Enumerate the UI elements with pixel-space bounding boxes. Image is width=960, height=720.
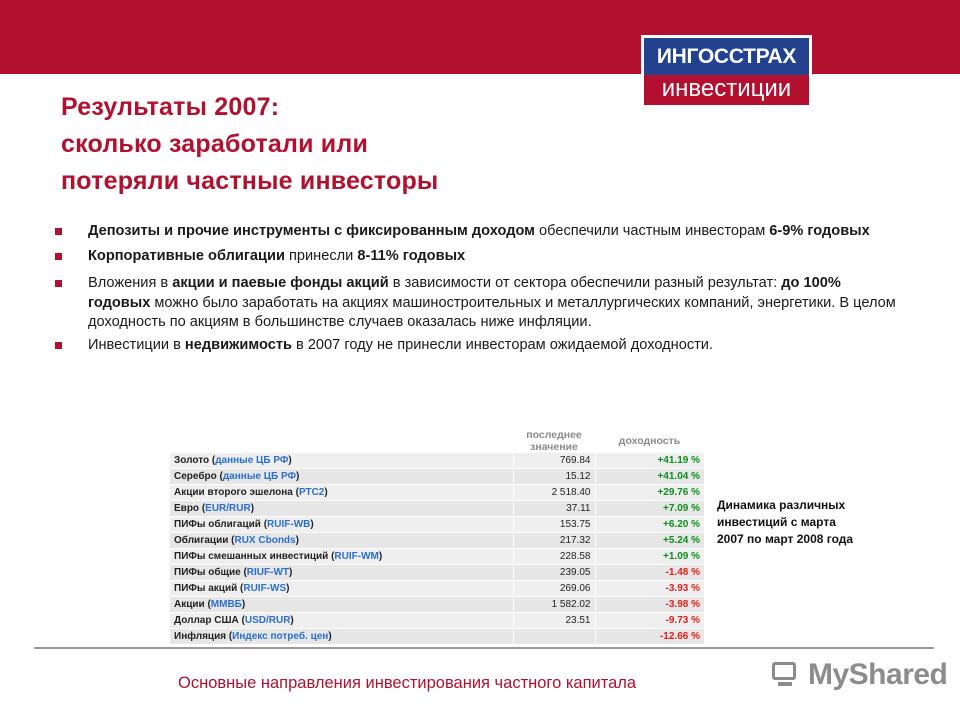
row-return: -3.98 % [595,597,704,613]
title-line2: сколько заработали или [61,130,369,158]
row-last-value [513,629,595,645]
table-row [170,453,704,469]
header-last-value: последнее значение [513,429,595,453]
source-link[interactable]: ММВБ [210,599,242,610]
header-name [170,429,513,453]
bullet-text: Инвестиции в [88,336,185,353]
header-return: доходность [595,429,704,453]
logo-line1: ИНГОССТРАХ [644,38,809,75]
row-last-value: 228.58 [513,549,595,565]
watermark-text: MyShared [808,658,948,691]
row-label: Доллар США ( [174,615,245,626]
row-name [170,469,513,485]
row-name [170,549,513,565]
row-last-value: 217.32 [513,533,595,549]
row-last-value: 2 518.40 [513,485,595,501]
source-link[interactable]: RUIF-WM [334,551,379,562]
source-link[interactable]: RUIF-WB [267,519,311,530]
source-link[interactable]: USD/RUR [244,615,291,626]
row-name [170,453,513,469]
row-label: ПИФы смешанных инвестиций ( [174,551,335,562]
table-row [170,549,704,565]
source-link[interactable]: RUX Cbonds [234,535,296,546]
footer-divider [34,647,934,649]
bullet-list [52,222,902,355]
table-body [170,453,704,645]
row-label-close: ) [288,455,292,466]
bullet-text-bold: недвижимость [184,336,292,353]
logo-line2: инвестиции [644,75,809,105]
row-label: Серебро ( [174,471,223,482]
table-row [170,469,704,485]
row-label-close: ) [290,615,294,626]
slide-title [61,89,621,200]
row-name [170,597,513,613]
row-name [170,565,513,581]
table-row [170,533,704,549]
row-return: -3.93 % [595,581,704,597]
row-name [170,517,513,533]
row-label: ПИФы облигаций ( [174,519,268,530]
caption-line1: Динамика различных [717,498,846,512]
table-caption [717,497,917,548]
row-label-close: ) [296,471,300,482]
header-bar [0,0,960,74]
bullet-text-bold: Депозиты и прочие инструменты с фиксированным доходом [88,223,535,239]
row-name [170,581,513,597]
row-label-close: ) [378,551,383,562]
bullet-text: в зависимости от сектора обеспечили разный результат: [388,275,782,291]
table-row [170,517,704,533]
bullet-realestate [52,336,902,356]
monitor-icon [768,660,804,690]
source-link[interactable]: данные ЦБ РФ [222,471,297,482]
bullet-text-bold: 6-9% годовых [769,223,870,239]
row-last-value: 37.11 [513,501,595,517]
footer-text: Основные направления инвестирования частного капитала [178,674,637,692]
bullet-text: можно было заработать на акциях машиностроительных и металлургических компаний, энергетики. В целом доходность по акциям в большинстве случаев оказалась ниже инфляции. [88,294,896,330]
row-return: +1.09 % [595,549,704,565]
row-label: Инфляция ( [174,631,233,642]
bullet-deposits [52,222,902,242]
row-last-value: 239.05 [513,565,595,581]
table-row [170,581,704,597]
caption-line3: 2007 по март 2008 года [717,532,854,546]
row-last-value: 23.51 [513,613,595,629]
row-return: -12.66 % [595,629,704,645]
row-label-close: ) [328,631,332,642]
row-name [170,485,513,501]
row-label: Акции второго эшелона ( [174,487,299,498]
row-name [170,613,513,629]
ingosstrakh-logo [641,35,812,105]
table-row [170,485,704,501]
row-return: +41.04 % [595,469,704,485]
bullet-stocks [52,274,902,333]
caption-line2: инвестиций с марта [717,515,836,529]
row-label: Евро ( [174,503,206,514]
table-header-row [170,429,704,453]
row-return: +5.24 % [595,533,704,549]
row-label-close: ) [310,519,314,530]
row-return: +41.19 % [595,453,704,469]
row-return: -1.48 % [595,565,704,581]
row-last-value: 769.84 [513,453,595,469]
row-return: +7.09 % [595,501,704,517]
table-row [170,565,704,581]
source-link[interactable]: RUIF-WS [243,583,287,594]
bullet-text-bold: Корпоративные облигации [88,247,285,264]
title-line3: потеряли частные инвесторы [61,167,439,195]
watermark [768,655,947,695]
row-label: ПИФы акций ( [174,583,244,594]
source-link[interactable]: данные ЦБ РФ [215,455,289,466]
row-label-close: ) [295,535,299,546]
source-link[interactable]: Индекс потреб. цен [232,631,329,642]
bullet-bonds [52,247,902,267]
row-name [170,501,513,517]
bullet-text-bold: 8-11% годовых [357,247,466,264]
row-label-close: ) [286,583,290,594]
table-row [170,613,704,629]
row-label-close: ) [324,487,328,498]
row-name [170,533,513,549]
row-return: +6.20 % [595,517,704,533]
returns-table [170,429,704,645]
row-name [170,629,513,645]
row-label: Золото ( [174,455,216,466]
row-last-value: 269.06 [513,581,595,597]
table-row [170,597,704,613]
title-line1: Результаты 2007: [61,93,280,121]
bullet-text: в 2007 году не принесли инвесторам ожидаемой доходности. [291,336,714,353]
row-label: Акции ( [174,599,211,610]
bullet-text: Вложения в [88,275,173,291]
source-link[interactable]: RIUF-WT [246,567,289,578]
row-last-value: 153.75 [513,517,595,533]
bullet-text: принесли [284,247,358,264]
row-last-value: 15.12 [513,469,595,485]
source-link[interactable]: РТС2 [298,487,325,498]
row-last-value: 1 582.02 [513,597,595,613]
table-row [170,629,704,645]
table-row [170,501,704,517]
row-label-close: ) [241,599,246,610]
bullet-text-bold: до 100% годовых [88,275,841,311]
bullet-text: обеспечили частным инвесторам [534,223,770,239]
row-return: -9.73 % [595,613,704,629]
row-label: Облигации ( [174,535,235,546]
source-link[interactable]: EUR/RUR [205,503,251,514]
row-label-close: ) [250,503,255,514]
bullet-text-bold: акции и паевые фонды акций [172,275,389,291]
row-return: +29.76 % [595,485,704,501]
row-label: ПИФы общие ( [174,567,247,578]
row-label-close: ) [289,567,293,578]
